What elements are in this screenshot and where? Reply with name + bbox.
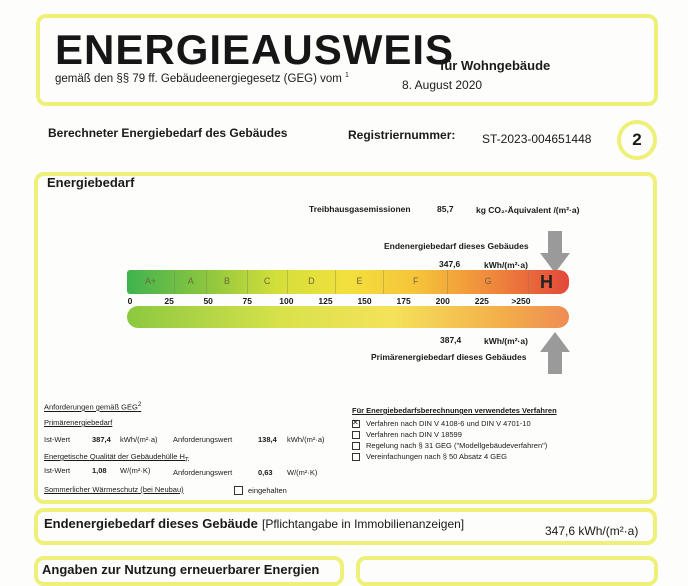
end-energy-summary-label: Endenergiebedarf dieses Gebäude [44, 516, 258, 531]
procedure-checkbox[interactable] [352, 431, 360, 439]
end-energy-unit: kWh/(m²·a) [484, 260, 528, 270]
primary-energy-unit: kWh/(m²·a) [484, 336, 528, 346]
envelope-actual-label: Ist-Wert [44, 466, 71, 475]
ghg-unit: kg CO₂-Äquivalent /(m²·a) [476, 205, 580, 215]
page-number: 2 [617, 120, 657, 160]
energy-class-a: A [175, 270, 207, 294]
ghg-value: 85,7 [437, 204, 454, 214]
scale-tick: 125 [318, 296, 333, 306]
envelope-required-label: Anforderungswert [173, 468, 233, 477]
ghg-label: Treibhausgasemissionen [309, 204, 411, 214]
procedure-label: Vereinfachungen nach § 50 Absatz 4 GEG [366, 452, 507, 461]
energy-class-aplus: A+ [127, 270, 175, 294]
actual-value-label: Ist-Wert [44, 435, 71, 444]
scale-tick: 175 [396, 296, 411, 306]
scale-tick: 75 [242, 296, 252, 306]
energy-title: Energiebedarf [47, 175, 135, 190]
required-value-label: Anforderungswert [173, 435, 233, 444]
energy-class-f: F [384, 270, 448, 294]
registration-label: Registriernummer: [348, 128, 456, 142]
envelope-actual-unit: W/(m²·K) [120, 466, 151, 475]
requirements-heading [44, 401, 141, 412]
energy-class-d: D [288, 270, 336, 294]
document-subtitle: für Wohngebäude [440, 58, 551, 73]
renewables-title: Angaben zur Nutzung erneuerbarer Energien [42, 562, 320, 577]
scale-tick: 25 [164, 296, 174, 306]
scale-tick: 200 [435, 296, 450, 306]
actual-value: 387,4 [92, 435, 111, 444]
primary-energy-value: 387,4 [440, 335, 462, 345]
summer-protection-label: Sommerlicher Wärmeschutz (bei Neubau) [44, 485, 184, 494]
procedure-label: Regelung nach § 31 GEG ("Modellgebäudeverfahren") [366, 441, 548, 450]
end-energy-value: 347,6 [439, 259, 461, 269]
energy-class-e: E [336, 270, 384, 294]
primary-requirements-heading: Primärenergiebedarf [44, 418, 113, 427]
procedure-label: Verfahren nach DIN V 4108-6 und DIN V 4701-10 [366, 419, 531, 428]
end-energy-arrow-icon [540, 231, 570, 273]
end-energy-label: Endenergiebedarf dieses Gebäudes [384, 241, 529, 251]
requirements-heading-text: Anforderungen gemäß GEG [44, 402, 138, 412]
procedure-checkbox[interactable] [352, 442, 360, 450]
energy-class-g: G [448, 270, 528, 294]
current-energy-class: H [540, 272, 553, 292]
actual-value-unit: kWh/(m²·a) [120, 435, 158, 444]
required-value: 138,4 [258, 435, 277, 444]
law-footnote: 1 [345, 72, 349, 79]
scale-tick: 0 [127, 296, 133, 306]
energy-class-c: C [248, 270, 288, 294]
envelope-quality-heading [44, 452, 189, 464]
end-energy-summary-value: 347,6 kWh/(m²·a) [545, 524, 639, 538]
energy-class-b: B [207, 270, 247, 294]
procedures-heading: Für Energiebedarfsberechnungen verwendetes Verfahren [352, 406, 557, 415]
scale-tick: >250 [511, 296, 531, 306]
requirements-footnote: 2 [137, 401, 142, 408]
procedure-checkbox[interactable] [352, 420, 360, 428]
calc-title: Berechneter Energiebedarf des Gebäudes [48, 126, 288, 140]
envelope-quality-text: Energetische Qualität der Gebäudehülle H [44, 452, 185, 461]
scale-tick: 150 [357, 296, 372, 306]
primary-energy-bar [127, 306, 569, 328]
law-date: 8. August 2020 [402, 78, 483, 92]
envelope-required-value: 0,63 [258, 468, 273, 477]
scale-tick: 225 [474, 296, 489, 306]
procedure-checkbox[interactable] [352, 453, 360, 461]
law-text: gemäß den §§ 79 ff. Gebäudeenergiegesetz (GEG) vom [55, 72, 342, 85]
next-section-frame [356, 556, 658, 586]
primary-energy-label: Primärenergiebedarf dieses Gebäudes [371, 352, 527, 362]
document-title: ENERGIEAUSWEIS [55, 26, 455, 73]
required-value-unit: kWh/(m²·a) [287, 435, 325, 444]
scale-tick: 50 [203, 296, 213, 306]
envelope-quality-sub: T [184, 456, 189, 464]
envelope-actual-value: 1,08 [92, 466, 107, 475]
procedure-label: Verfahren nach DIN V 18599 [366, 430, 462, 439]
registration-number: ST-2023-004651448 [482, 132, 592, 146]
law-reference [55, 72, 349, 85]
end-energy-summary-note: [Pflichtangabe in Immobilienanzeigen] [262, 517, 465, 531]
primary-energy-arrow-icon [540, 332, 570, 374]
envelope-required-unit: W/(m²·K) [287, 468, 318, 477]
scale-tick: 100 [279, 296, 294, 306]
summer-protection-checkbox[interactable] [234, 486, 243, 495]
summer-protection-checkbox-label: eingehalten [248, 486, 287, 495]
